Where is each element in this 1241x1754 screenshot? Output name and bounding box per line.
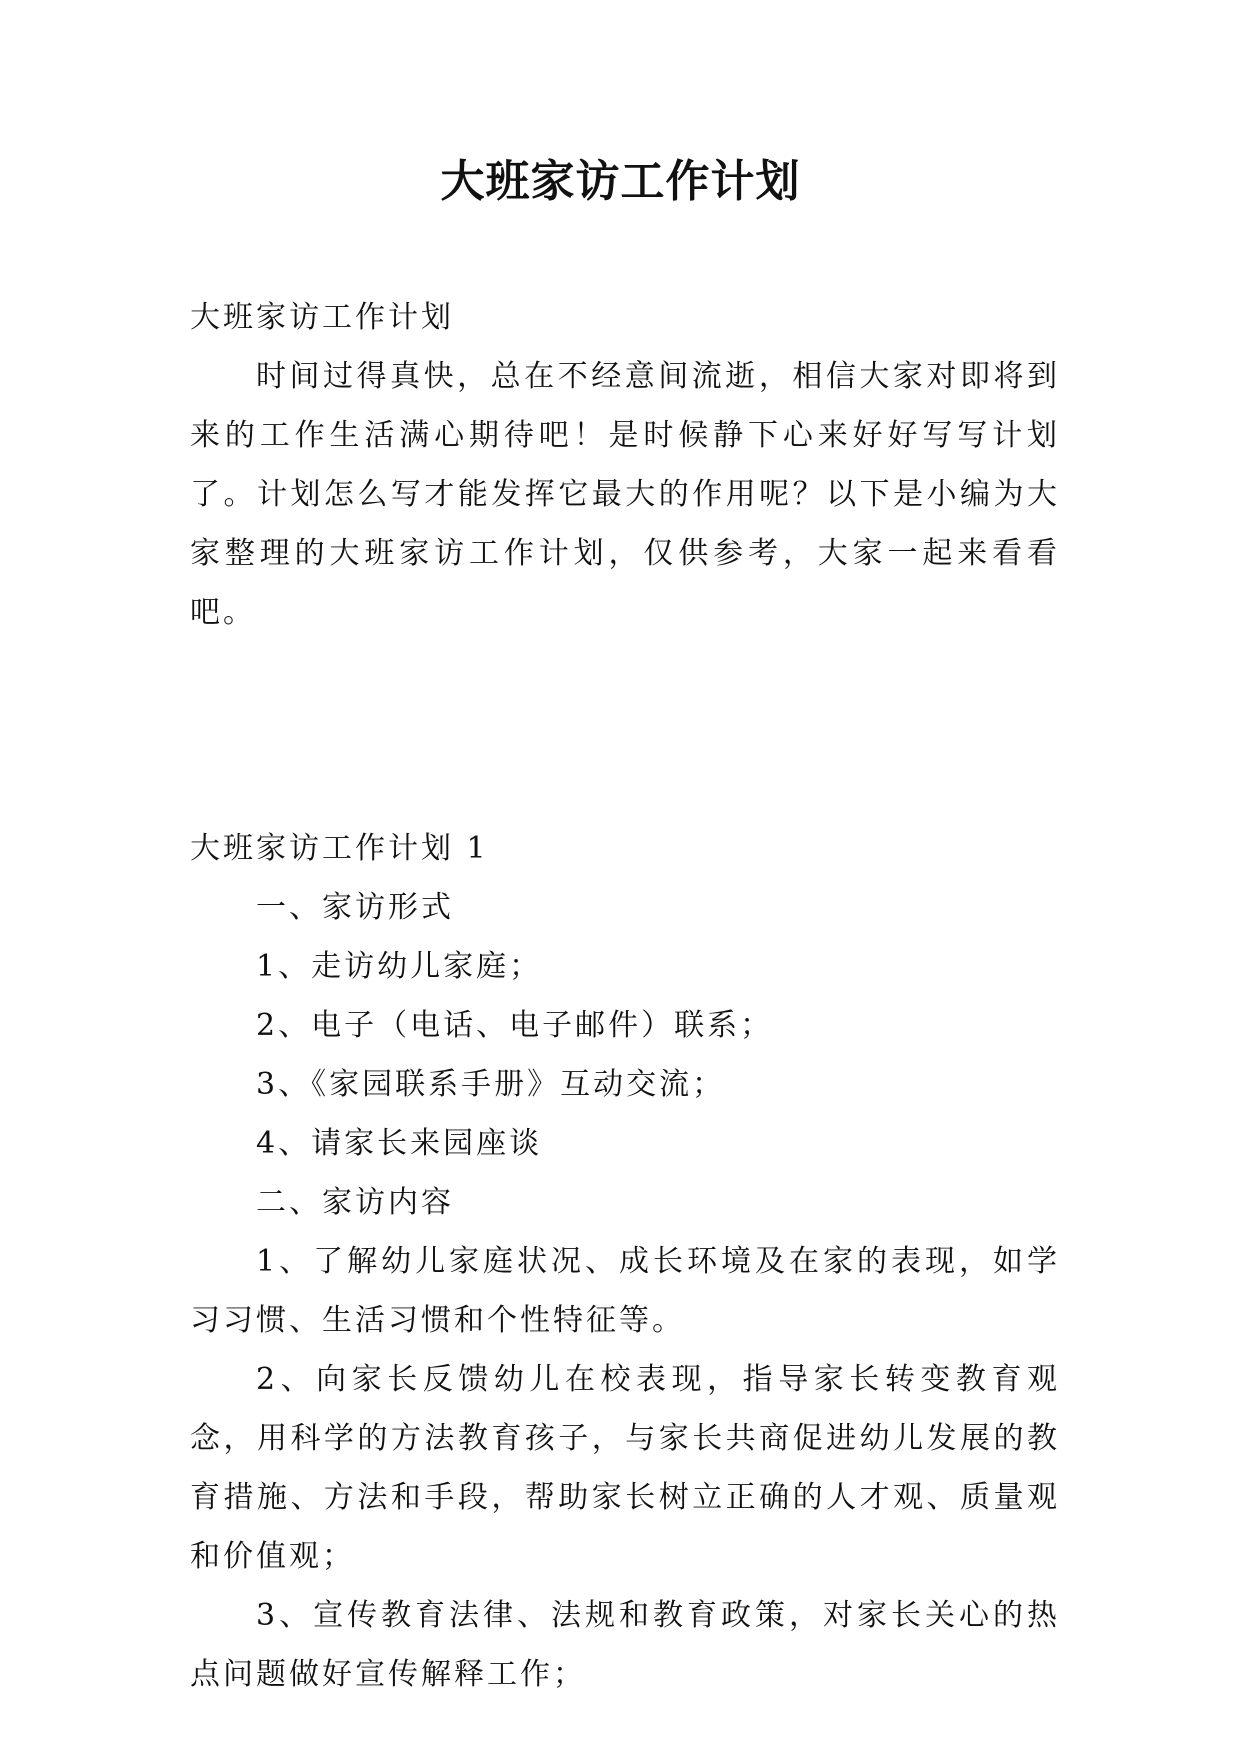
list-item: 2、电子（电话、电子邮件）联系； [256,1008,774,1043]
part-heading-form: 一、家访形式 [256,890,454,925]
list-item: 1、了解幼儿家庭状况、成长环境及在家的表现，如学习习惯、生活习惯和个性特征等。 [190,1244,1060,1338]
list-item: 2、向家长反馈幼儿在校表现，指导家长转变教育观念，用科学的方法教育孩子，与家长共商促进幼儿发展的教育措施、方法和手段，帮助家长树立正确的人才观、质量观和价值观； [190,1362,1060,1574]
intro-paragraph: 时间过得真快，总在不经意间流逝，相信大家对即将到来的工作生活满心期待吧！是时候静下心来好好写写计划了。计划怎么写才能发挥它最大的作用呢？以下是小编为大家整理的大班家访工作计划，仅供参考，大家一起来看看吧。 [190,359,1060,630]
document-title: 大班家访工作计划 [440,156,801,207]
list-item: 1、走访幼儿家庭； [256,949,543,984]
document-subtitle: 大班家访工作计划 [190,300,454,335]
section-heading: 大班家访工作计划 1 [190,831,489,866]
part-heading-content: 二、家访内容 [256,1185,454,1220]
document-body [190,288,1060,1704]
list-item: 3、宣传教育法律、法规和教育政策，对家长关心的热点问题做好宣传解释工作； [190,1598,1060,1692]
list-item: 4、请家长来园座谈 [256,1126,543,1161]
section-spacer [190,642,1060,819]
list-item: 3、《家园联系手册》互动交流； [256,1067,726,1102]
